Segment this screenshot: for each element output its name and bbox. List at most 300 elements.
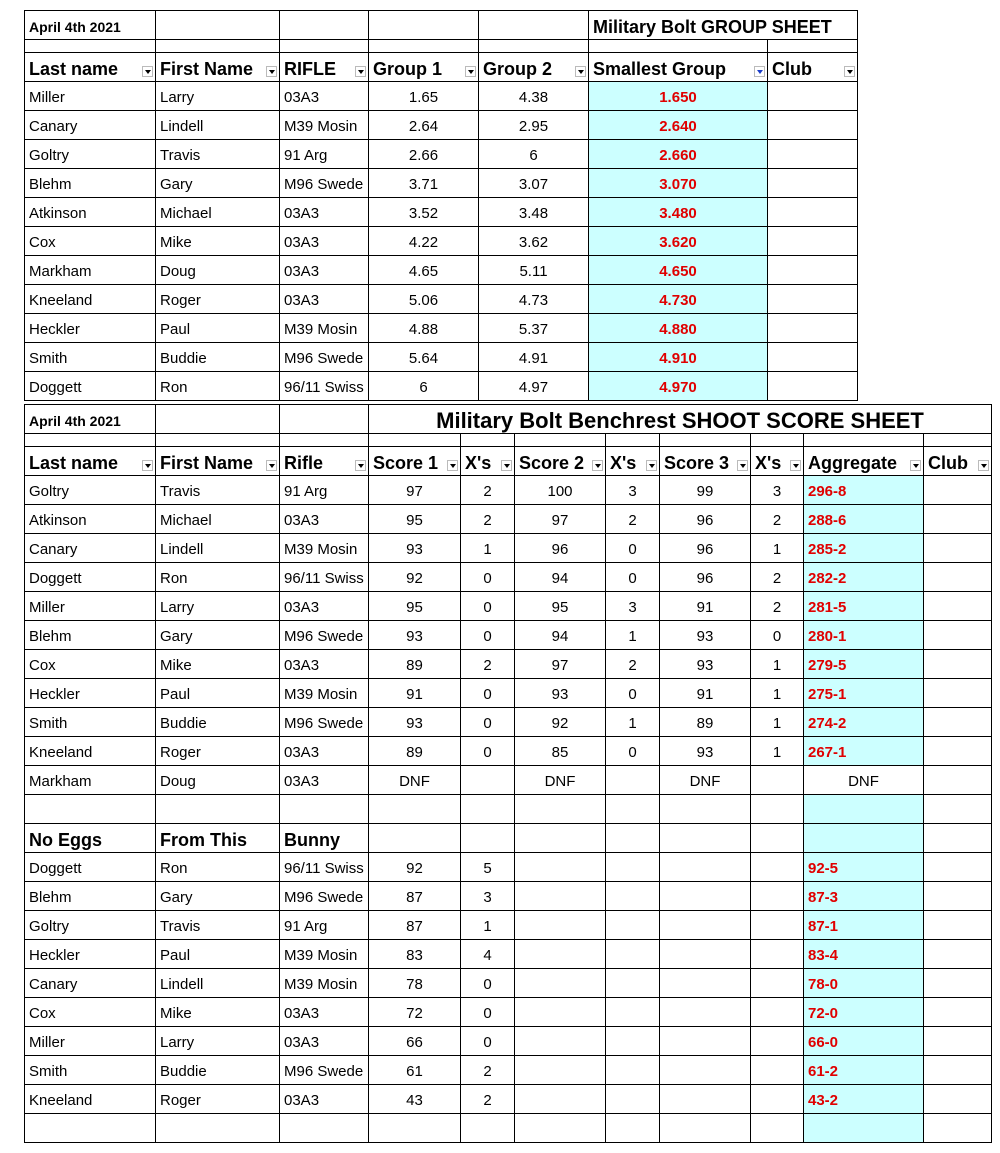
aggregate-cell: DNF	[804, 766, 924, 795]
data-cell	[924, 476, 992, 505]
data-cell: Doug	[156, 766, 280, 795]
empty-cell	[924, 998, 992, 1027]
data-cell: 3.71	[369, 169, 479, 198]
data-cell: Buddie	[156, 1056, 280, 1085]
data-cell: 95	[515, 592, 606, 621]
empty-cell	[606, 969, 660, 998]
table-row	[25, 476, 992, 505]
empty-cell	[660, 1056, 751, 1085]
filter-dropdown-icon[interactable]	[737, 460, 748, 471]
empty-cell	[606, 824, 660, 853]
data-cell: 5.37	[479, 314, 589, 343]
data-cell: 1	[461, 534, 515, 563]
data-cell: Roger	[156, 285, 280, 314]
empty-cell	[515, 824, 606, 853]
data-cell: Goltry	[25, 476, 156, 505]
data-cell: 1	[606, 621, 660, 650]
data-cell: 94	[515, 621, 606, 650]
aggregate-cell: 288-6	[804, 505, 924, 534]
column-header-label: Score 3	[664, 453, 730, 473]
table-row	[25, 169, 858, 198]
empty-cell	[660, 911, 751, 940]
column-header	[804, 447, 924, 476]
data-cell	[924, 679, 992, 708]
data-cell: 0	[751, 621, 804, 650]
data-cell: Roger	[156, 1085, 280, 1114]
data-cell: 89	[369, 650, 461, 679]
empty-cell	[156, 40, 280, 53]
aggregate-cell: 92-5	[804, 853, 924, 882]
filter-dropdown-icon[interactable]	[646, 460, 657, 471]
data-cell: M96 Swede	[280, 1056, 369, 1085]
smallest-group-cell: 2.660	[589, 140, 768, 169]
empty-cell	[25, 1114, 156, 1143]
data-cell: Kneeland	[25, 1085, 156, 1114]
data-cell: Travis	[156, 476, 280, 505]
table-row	[25, 650, 992, 679]
data-cell: 2	[461, 650, 515, 679]
empty-cell	[606, 434, 660, 447]
data-cell: 97	[515, 505, 606, 534]
sheet-title: Military Bolt Benchrest SHOOT SCORE SHEET	[369, 405, 992, 434]
data-cell: 03A3	[280, 766, 369, 795]
aggregate-cell: 274-2	[804, 708, 924, 737]
data-cell: 03A3	[280, 227, 369, 256]
aggregate-cell: 285-2	[804, 534, 924, 563]
empty-cell	[280, 795, 369, 824]
column-header	[479, 53, 589, 82]
data-cell: Goltry	[25, 911, 156, 940]
spacer-row	[25, 434, 992, 447]
data-cell: M39 Mosin	[280, 969, 369, 998]
data-cell: 03A3	[280, 256, 369, 285]
aggregate-cell: 275-1	[804, 679, 924, 708]
data-cell: 91	[369, 679, 461, 708]
data-cell: Roger	[156, 737, 280, 766]
data-cell: 5.11	[479, 256, 589, 285]
data-cell: 97	[369, 476, 461, 505]
empty-cell	[804, 1114, 924, 1143]
data-cell: 2	[461, 1056, 515, 1085]
empty-cell	[660, 1085, 751, 1114]
aggregate-cell: 282-2	[804, 563, 924, 592]
data-cell: 0	[606, 563, 660, 592]
empty-cell	[660, 1114, 751, 1143]
data-cell: Canary	[25, 969, 156, 998]
column-header-label: Rifle	[284, 453, 324, 473]
table-row	[25, 372, 858, 401]
data-cell: Lindell	[156, 534, 280, 563]
column-header	[589, 53, 768, 82]
data-cell: 94	[515, 563, 606, 592]
smallest-group-cell: 1.650	[589, 82, 768, 111]
empty-cell	[515, 1114, 606, 1143]
empty-cell	[25, 795, 156, 824]
data-cell: 0	[461, 998, 515, 1027]
data-cell: 0	[461, 621, 515, 650]
data-cell: 4.88	[369, 314, 479, 343]
data-cell	[924, 592, 992, 621]
data-cell: Markham	[25, 766, 156, 795]
empty-cell	[751, 1085, 804, 1114]
data-cell: 2	[751, 563, 804, 592]
aggregate-cell: 280-1	[804, 621, 924, 650]
filter-dropdown-icon[interactable]	[790, 460, 801, 471]
data-cell: Paul	[156, 314, 280, 343]
column-header	[606, 447, 660, 476]
column-header-label: First Name	[160, 453, 254, 473]
data-cell: 1	[751, 679, 804, 708]
aggregate-cell: 61-2	[804, 1056, 924, 1085]
empty-cell	[660, 969, 751, 998]
bunny-row	[25, 940, 992, 969]
table-row	[25, 227, 858, 256]
data-cell: 87	[369, 911, 461, 940]
data-cell	[924, 766, 992, 795]
data-cell: Cox	[25, 227, 156, 256]
data-cell	[768, 256, 858, 285]
filter-dropdown-icon[interactable]	[575, 66, 586, 77]
empty-cell	[280, 405, 369, 434]
data-cell: 3	[751, 476, 804, 505]
data-cell: 0	[461, 969, 515, 998]
bunny-row	[25, 998, 992, 1027]
data-cell: 93	[660, 737, 751, 766]
data-cell: 4.65	[369, 256, 479, 285]
data-cell: Gary	[156, 621, 280, 650]
empty-cell	[751, 1027, 804, 1056]
data-cell: 93	[369, 708, 461, 737]
data-cell: Cox	[25, 998, 156, 1027]
table-row	[25, 621, 992, 650]
data-cell: 43	[369, 1085, 461, 1114]
spacer-row	[25, 1114, 992, 1143]
table-row	[25, 111, 858, 140]
empty-cell	[369, 11, 479, 40]
aggregate-cell: 281-5	[804, 592, 924, 621]
data-cell: 92	[369, 563, 461, 592]
empty-cell	[924, 969, 992, 998]
data-cell: 93	[369, 534, 461, 563]
data-cell: 6	[369, 372, 479, 401]
empty-cell	[606, 882, 660, 911]
data-cell: Doug	[156, 256, 280, 285]
empty-cell	[751, 1056, 804, 1085]
filter-dropdown-icon[interactable]	[754, 66, 765, 77]
empty-cell	[280, 11, 369, 40]
column-header-label: Group 2	[483, 59, 553, 79]
data-cell: 100	[515, 476, 606, 505]
empty-cell	[924, 824, 992, 853]
empty-cell	[660, 434, 751, 447]
empty-cell	[924, 434, 992, 447]
empty-cell	[660, 940, 751, 969]
empty-cell	[768, 40, 858, 53]
data-cell: 92	[369, 853, 461, 882]
data-cell: 3	[606, 592, 660, 621]
bunny-row	[25, 882, 992, 911]
data-cell	[768, 82, 858, 111]
data-cell	[924, 650, 992, 679]
filter-dropdown-icon[interactable]	[844, 66, 855, 77]
data-cell: Heckler	[25, 940, 156, 969]
filter-dropdown-icon[interactable]	[501, 460, 512, 471]
data-cell: Miller	[25, 1027, 156, 1056]
empty-cell	[156, 405, 280, 434]
data-cell: 1	[751, 737, 804, 766]
sheet-title: Military Bolt GROUP SHEET	[589, 11, 858, 40]
data-cell: 95	[369, 592, 461, 621]
empty-cell	[660, 853, 751, 882]
aggregate-cell: 83-4	[804, 940, 924, 969]
data-cell: 5.06	[369, 285, 479, 314]
empty-cell	[751, 911, 804, 940]
data-cell: 96	[660, 534, 751, 563]
data-cell: 0	[461, 737, 515, 766]
empty-cell	[804, 824, 924, 853]
data-cell: Blehm	[25, 882, 156, 911]
filter-dropdown-icon[interactable]	[592, 460, 603, 471]
column-header-label: X's	[755, 453, 782, 473]
data-cell: 03A3	[280, 82, 369, 111]
column-header-label: Last name	[29, 59, 119, 79]
data-cell: Larry	[156, 592, 280, 621]
filter-dropdown-icon[interactable]	[910, 460, 921, 471]
empty-cell	[369, 434, 461, 447]
column-header-label: RIFLE	[284, 59, 336, 79]
column-header-label: Aggregate	[808, 453, 898, 473]
empty-cell	[606, 795, 660, 824]
empty-cell	[606, 1114, 660, 1143]
data-cell: Gary	[156, 882, 280, 911]
group-sheet	[24, 10, 858, 401]
data-cell: 2.95	[479, 111, 589, 140]
data-cell: Doggett	[25, 853, 156, 882]
column-header-label: X's	[610, 453, 637, 473]
data-cell: Gary	[156, 169, 280, 198]
data-cell: Larry	[156, 82, 280, 111]
table-row	[25, 592, 992, 621]
data-cell: 2.64	[369, 111, 479, 140]
table-row	[25, 679, 992, 708]
data-cell	[768, 314, 858, 343]
empty-cell	[515, 1085, 606, 1114]
table-row	[25, 505, 992, 534]
empty-cell	[924, 911, 992, 940]
data-cell: Miller	[25, 592, 156, 621]
data-cell: Mike	[156, 998, 280, 1027]
filter-dropdown-icon[interactable]	[142, 66, 153, 77]
data-cell: 93	[660, 621, 751, 650]
empty-cell	[924, 882, 992, 911]
empty-cell	[751, 824, 804, 853]
data-cell: 91 Arg	[280, 140, 369, 169]
empty-cell	[515, 882, 606, 911]
data-cell: M39 Mosin	[280, 679, 369, 708]
data-cell: 4.38	[479, 82, 589, 111]
table-row	[25, 343, 858, 372]
aggregate-cell: 267-1	[804, 737, 924, 766]
data-cell: 93	[515, 679, 606, 708]
bunny-row	[25, 1056, 992, 1085]
filter-dropdown-icon[interactable]	[266, 66, 277, 77]
aggregate-cell: 279-5	[804, 650, 924, 679]
data-cell: 96/11 Swiss	[280, 372, 369, 401]
column-header	[768, 53, 858, 82]
data-cell: 61	[369, 1056, 461, 1085]
data-cell: 2	[461, 505, 515, 534]
filter-dropdown-icon[interactable]	[266, 460, 277, 471]
data-cell: 3	[606, 476, 660, 505]
empty-cell	[589, 40, 768, 53]
column-header	[461, 447, 515, 476]
column-header	[515, 447, 606, 476]
empty-cell	[924, 1114, 992, 1143]
data-cell: Doggett	[25, 563, 156, 592]
bunny-section-label: No Eggs	[25, 824, 156, 853]
column-header-label: X's	[465, 453, 492, 473]
title-row	[25, 405, 992, 434]
data-cell: 85	[515, 737, 606, 766]
bunny-row	[25, 1027, 992, 1056]
column-header-label: Smallest Group	[593, 59, 727, 79]
table-row	[25, 256, 858, 285]
empty-cell	[461, 824, 515, 853]
filter-dropdown-icon[interactable]	[355, 66, 366, 77]
empty-cell	[606, 1085, 660, 1114]
table-row	[25, 198, 858, 227]
bunny-header-row	[25, 824, 992, 853]
smallest-group-cell: 4.910	[589, 343, 768, 372]
bunny-section-label: Bunny	[280, 824, 369, 853]
spacer-row	[25, 40, 858, 53]
empty-cell	[606, 853, 660, 882]
table-row	[25, 708, 992, 737]
empty-cell	[606, 1056, 660, 1085]
data-cell: M96 Swede	[280, 708, 369, 737]
data-cell: Travis	[156, 911, 280, 940]
data-cell	[461, 766, 515, 795]
data-cell	[768, 372, 858, 401]
empty-cell	[515, 1027, 606, 1056]
data-cell: 1	[751, 650, 804, 679]
table-row	[25, 737, 992, 766]
column-header	[280, 53, 369, 82]
data-cell: 83	[369, 940, 461, 969]
data-cell: Smith	[25, 343, 156, 372]
data-cell: 93	[369, 621, 461, 650]
data-cell: 2	[461, 1085, 515, 1114]
table-row	[25, 140, 858, 169]
column-header	[924, 447, 992, 476]
empty-cell	[924, 1085, 992, 1114]
data-cell	[768, 285, 858, 314]
data-cell: M39 Mosin	[280, 534, 369, 563]
data-cell: Ron	[156, 563, 280, 592]
data-cell: 97	[515, 650, 606, 679]
data-cell: M39 Mosin	[280, 111, 369, 140]
empty-cell	[924, 795, 992, 824]
empty-cell	[479, 11, 589, 40]
data-cell: 3.52	[369, 198, 479, 227]
data-cell: DNF	[660, 766, 751, 795]
data-cell: 03A3	[280, 592, 369, 621]
data-cell	[924, 737, 992, 766]
data-cell	[751, 766, 804, 795]
empty-cell	[156, 795, 280, 824]
data-cell: Kneeland	[25, 737, 156, 766]
aggregate-cell: 43-2	[804, 1085, 924, 1114]
data-cell: 4.22	[369, 227, 479, 256]
filter-dropdown-icon[interactable]	[142, 460, 153, 471]
bunny-section-label: From This	[156, 824, 280, 853]
column-header-label: Last name	[29, 453, 119, 473]
data-cell	[924, 534, 992, 563]
bunny-row	[25, 911, 992, 940]
table-row	[25, 563, 992, 592]
data-cell	[606, 766, 660, 795]
empty-cell	[25, 434, 156, 447]
empty-cell	[804, 434, 924, 447]
empty-cell	[461, 1114, 515, 1143]
filter-dropdown-icon[interactable]	[465, 66, 476, 77]
data-cell: DNF	[369, 766, 461, 795]
data-cell: M96 Swede	[280, 169, 369, 198]
filter-dropdown-icon[interactable]	[355, 460, 366, 471]
column-header	[25, 53, 156, 82]
column-header	[751, 447, 804, 476]
empty-cell	[280, 1114, 369, 1143]
data-cell: Smith	[25, 708, 156, 737]
empty-cell	[369, 824, 461, 853]
data-cell: Goltry	[25, 140, 156, 169]
data-cell: Paul	[156, 679, 280, 708]
empty-cell	[515, 998, 606, 1027]
data-cell: 96/11 Swiss	[280, 853, 369, 882]
empty-cell	[515, 795, 606, 824]
data-cell: Buddie	[156, 343, 280, 372]
empty-cell	[156, 1114, 280, 1143]
header-row	[25, 53, 858, 82]
data-cell: 2	[751, 505, 804, 534]
data-cell: 03A3	[280, 737, 369, 766]
header-row	[25, 447, 992, 476]
empty-cell	[606, 940, 660, 969]
data-cell: 1	[751, 708, 804, 737]
filter-dropdown-icon[interactable]	[447, 460, 458, 471]
empty-cell	[751, 998, 804, 1027]
data-cell: Blehm	[25, 621, 156, 650]
empty-cell	[751, 853, 804, 882]
data-cell: 0	[461, 592, 515, 621]
empty-cell	[156, 11, 280, 40]
data-cell: 96/11 Swiss	[280, 563, 369, 592]
bunny-row	[25, 969, 992, 998]
spacer-row	[25, 795, 992, 824]
data-cell	[768, 169, 858, 198]
column-header-label: First Name	[160, 59, 254, 79]
data-cell	[768, 140, 858, 169]
data-cell: 03A3	[280, 505, 369, 534]
data-cell: 6	[479, 140, 589, 169]
empty-cell	[280, 434, 369, 447]
column-header	[156, 447, 280, 476]
data-cell: 4.73	[479, 285, 589, 314]
empty-cell	[606, 1027, 660, 1056]
empty-cell	[479, 40, 589, 53]
data-cell: Atkinson	[25, 198, 156, 227]
filter-dropdown-icon[interactable]	[978, 460, 989, 471]
